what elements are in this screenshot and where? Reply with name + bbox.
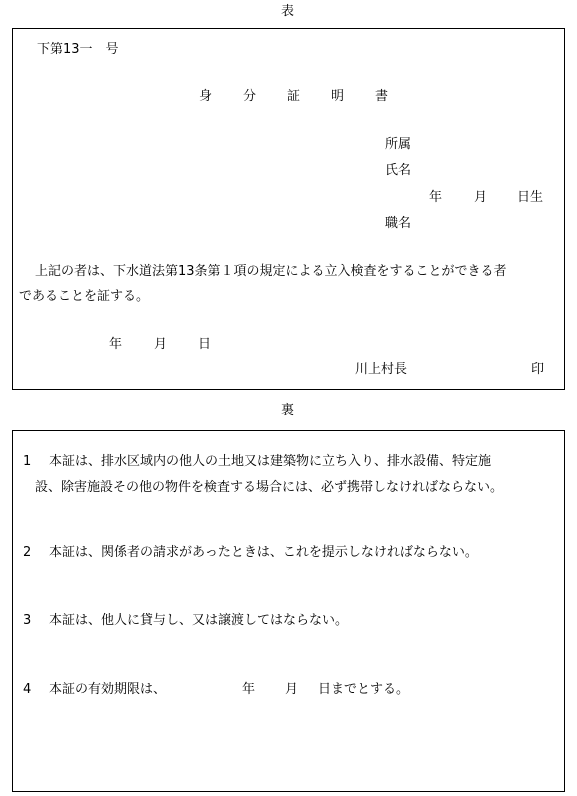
item-2-number: 2 bbox=[23, 545, 32, 560]
item-1-line-1: 本証は、排水区域内の他人の土地又は建築物に立ち入り、排水設備、特定施 bbox=[49, 454, 492, 469]
statement-line-1: 上記の者は、下水道法第13条第１項の規定による立入検査をすることができる者 bbox=[35, 264, 507, 279]
issue-month-label: 月 bbox=[154, 337, 168, 352]
item-3-number: 3 bbox=[23, 613, 32, 628]
position-label: 職名 bbox=[385, 216, 412, 231]
back-side-label: 裏 bbox=[281, 403, 295, 418]
affiliation-label: 所属 bbox=[385, 137, 412, 152]
item-1-line-2: 設、除害施設その他の物件を検査する場合には、必ず携帯しなければならない。 bbox=[35, 480, 504, 495]
back-card bbox=[12, 430, 565, 792]
seal-mark: 印 bbox=[531, 362, 545, 377]
issue-year-label: 年 bbox=[109, 337, 123, 352]
birth-month-label: 月 bbox=[474, 190, 488, 205]
title-char: 分 bbox=[243, 89, 257, 104]
title-char: 書 bbox=[375, 89, 389, 104]
item-4-number: 4 bbox=[23, 682, 32, 697]
front-card bbox=[12, 28, 565, 390]
item-4-month-label: 月 bbox=[285, 682, 299, 697]
document-title bbox=[199, 89, 419, 105]
item-4-day-suffix: 日までとする。 bbox=[318, 682, 410, 697]
form-number: 下第13一 号 bbox=[37, 42, 119, 57]
item-1-number: 1 bbox=[23, 454, 32, 469]
birth-day-label: 日生 bbox=[517, 190, 544, 205]
name-label: 氏名 bbox=[385, 163, 412, 178]
statement-line-2: であることを証する。 bbox=[19, 289, 150, 304]
item-4-prefix: 本証の有効期限は、 bbox=[49, 682, 167, 697]
title-char: 身 bbox=[199, 89, 213, 104]
birth-year-label: 年 bbox=[429, 190, 443, 205]
title-char: 明 bbox=[331, 89, 345, 104]
item-4-year-label: 年 bbox=[242, 682, 256, 697]
item-2-line-1: 本証は、関係者の請求があったときは、これを提示しなければならない。 bbox=[49, 545, 478, 560]
issue-day-label: 日 bbox=[198, 337, 212, 352]
title-char: 証 bbox=[287, 89, 301, 104]
issuer-name: 川上村長 bbox=[355, 362, 408, 377]
item-3-line-1: 本証は、他人に貸与し、又は譲渡してはならない。 bbox=[49, 613, 349, 628]
front-side-label: 表 bbox=[281, 4, 295, 19]
